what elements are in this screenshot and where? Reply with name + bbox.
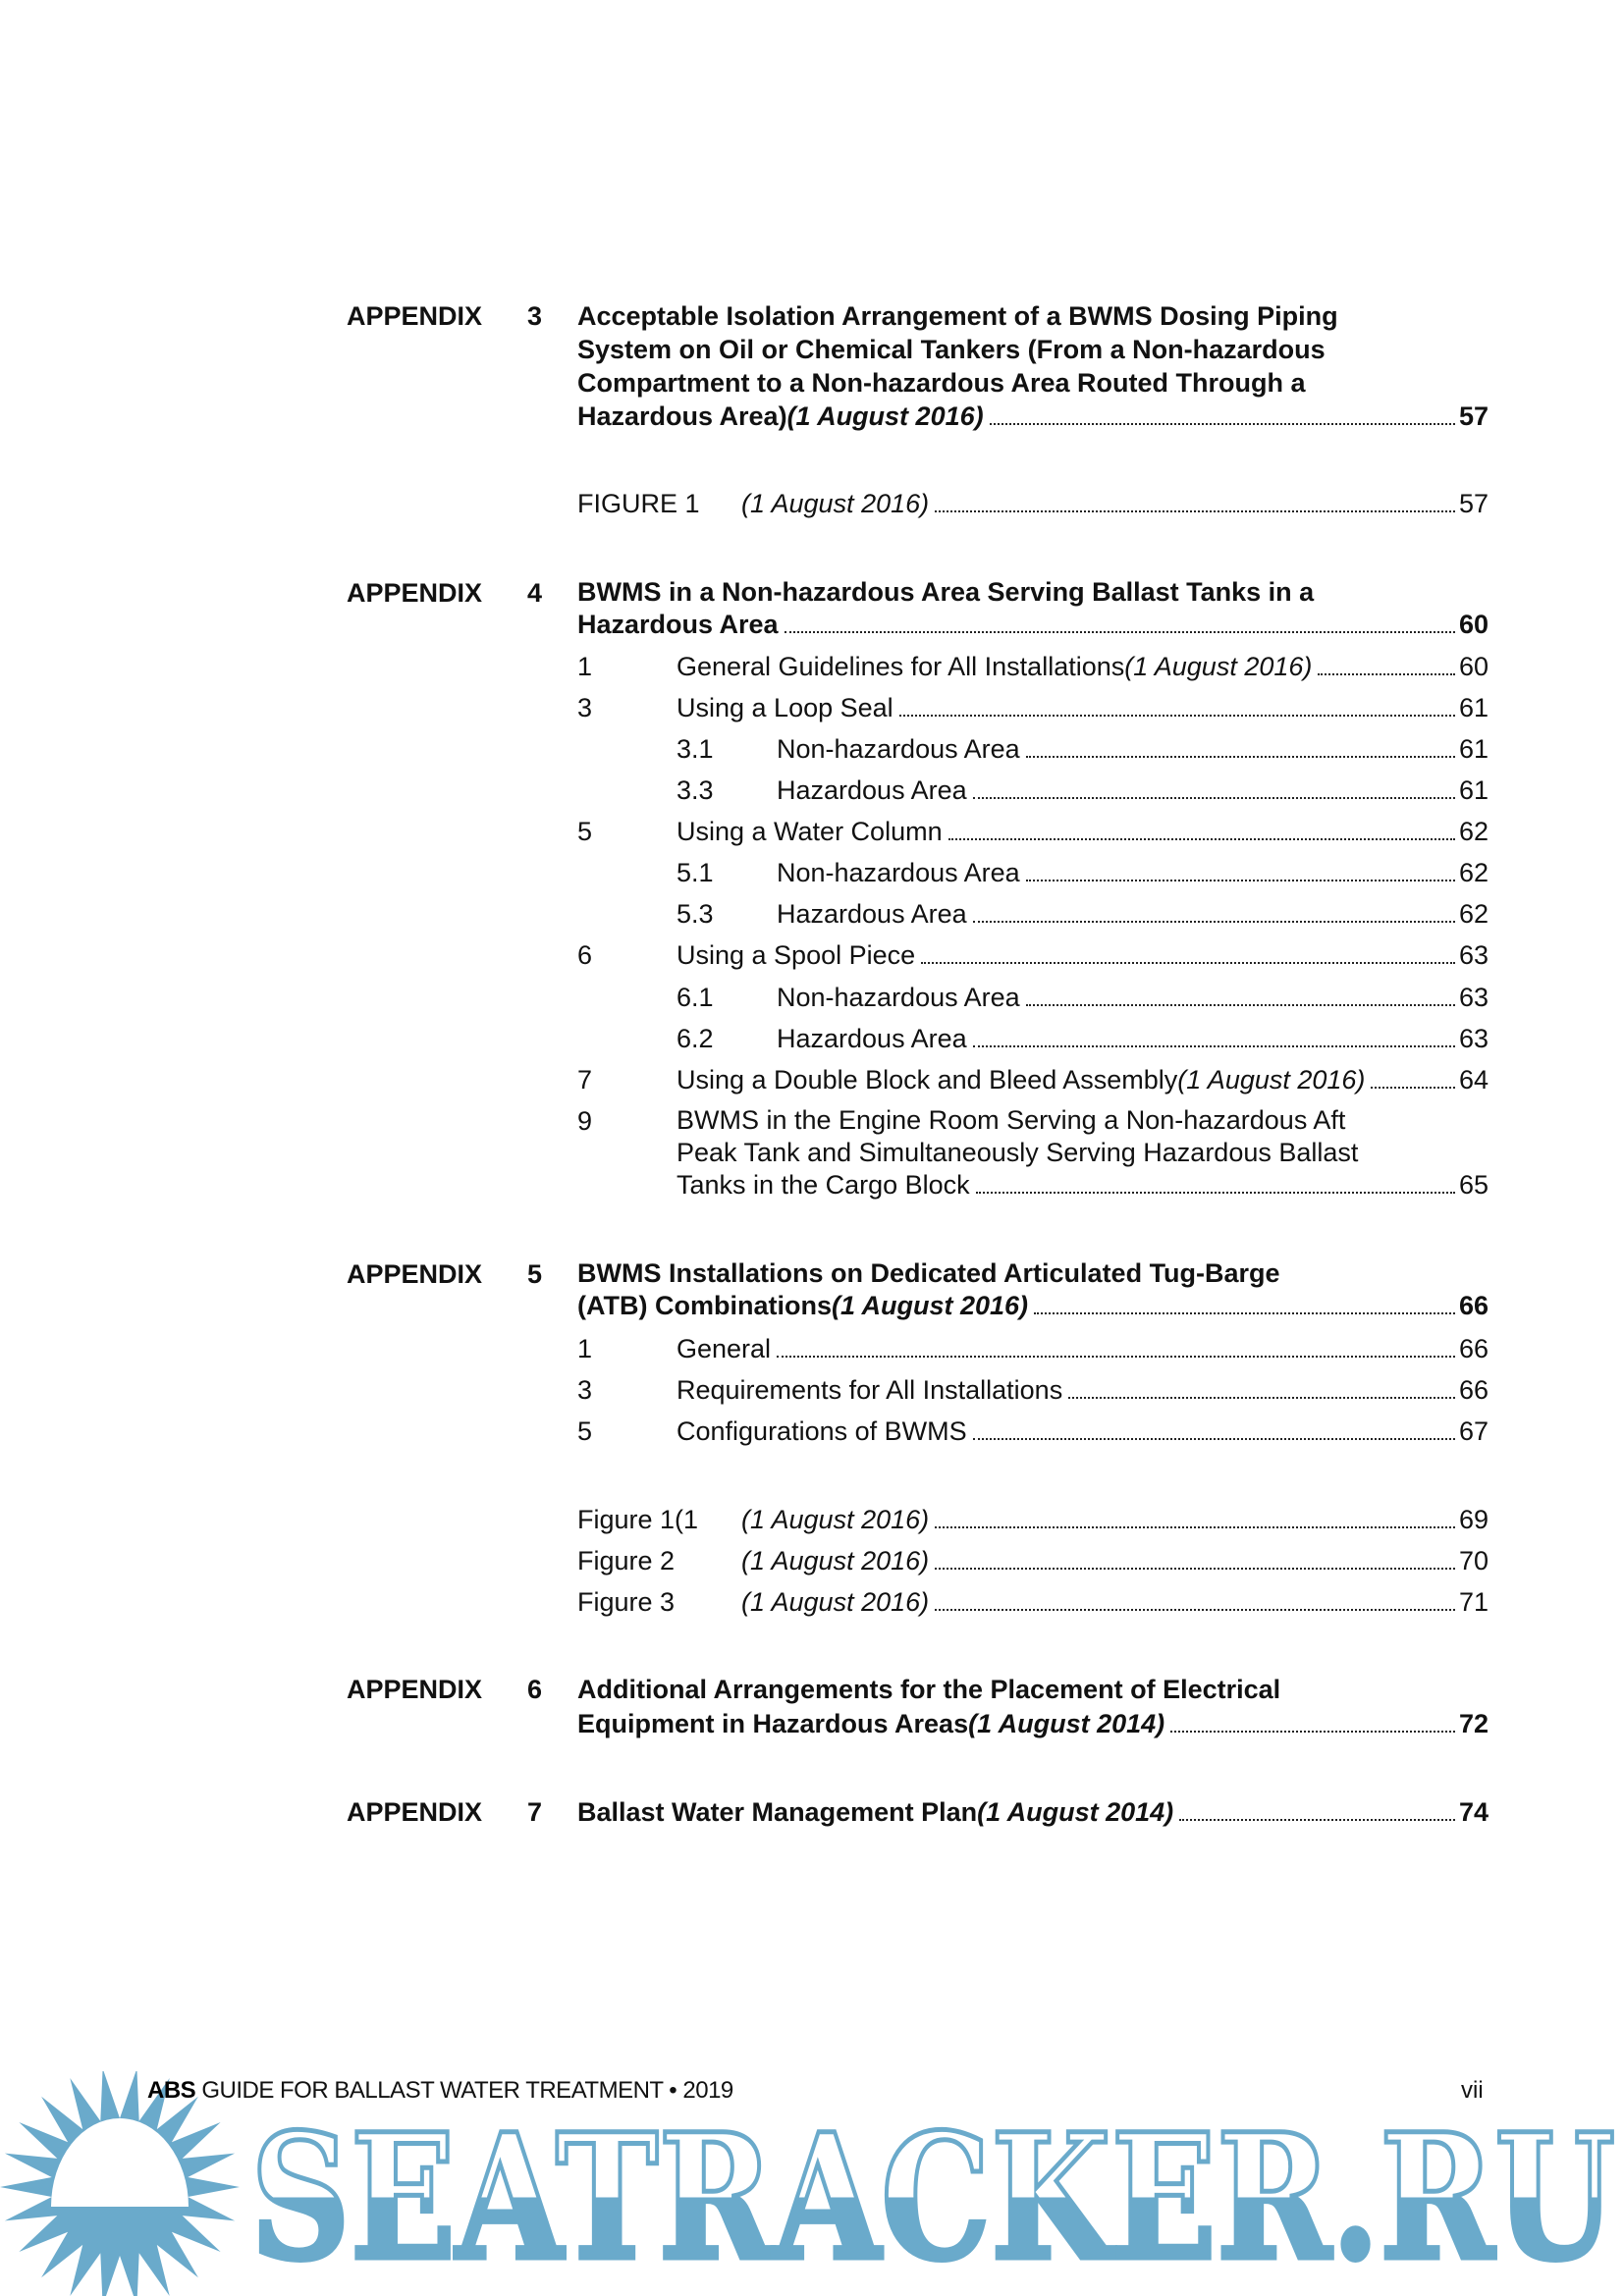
title-text: Equipment in Hazardous Areas	[577, 1709, 969, 1738]
page-number: 61	[1458, 734, 1489, 764]
page-number: 67	[1458, 1416, 1489, 1446]
page-number: 62	[1458, 899, 1489, 929]
title-text: Peak Tank and Simultaneously Serving Hazardous Ballast	[677, 1138, 1359, 1167]
dot-leader	[973, 921, 1455, 923]
appendix-number: 5	[527, 1259, 543, 1289]
dot-leader	[973, 1045, 1455, 1047]
section-number: 7	[577, 1065, 593, 1095]
entry-title	[677, 1332, 1489, 1365]
page-number: 63	[1458, 983, 1489, 1012]
page-number: 70	[1458, 1546, 1489, 1575]
seatracker-watermark	[0, 2071, 1624, 2296]
entry-title	[577, 576, 1489, 641]
dot-leader	[948, 838, 1455, 840]
dot-leader	[1170, 1731, 1455, 1733]
title-line	[777, 774, 1489, 807]
page-number: 61	[1458, 693, 1489, 722]
dot-leader	[935, 1526, 1455, 1528]
page-number: 69	[1458, 1505, 1489, 1534]
title-line	[677, 1332, 1489, 1365]
title-line	[677, 1415, 1489, 1448]
revision-date: (1 August 2016)	[741, 1546, 930, 1575]
page-number: 65	[1458, 1170, 1489, 1200]
subsection-number: 5.1	[677, 858, 714, 887]
title-line	[577, 1257, 1489, 1290]
entry-title	[677, 650, 1489, 683]
title-line	[577, 333, 1489, 366]
title-text: (ATB) Combinations	[577, 1291, 832, 1320]
footer-brand: ABS	[147, 2077, 196, 2104]
entry-title	[741, 487, 1489, 520]
entry-title	[577, 299, 1489, 433]
dot-leader	[1026, 880, 1455, 881]
appendix-label: APPENDIX	[347, 301, 483, 331]
title-text: Hazardous Area	[577, 610, 779, 639]
entry-title	[577, 1795, 1489, 1829]
title-line	[741, 487, 1489, 520]
page-number: 60	[1458, 652, 1489, 681]
title-line	[577, 299, 1489, 333]
entry-title	[677, 691, 1489, 724]
appendix-number: 3	[527, 301, 543, 331]
entry-title	[677, 1373, 1489, 1407]
page-number: 62	[1458, 858, 1489, 887]
dot-leader	[1026, 756, 1455, 758]
entry-title	[777, 981, 1489, 1014]
dot-leader	[973, 1438, 1455, 1440]
title-text: System on Oil or Chemical Tankers (From a Non-hazardous	[577, 335, 1326, 364]
title-text: Acceptable Isolation Arrangement of a BWMS Dosing Piping	[577, 301, 1338, 331]
entry-title	[741, 1503, 1489, 1536]
figure-label: Figure 2	[577, 1546, 676, 1575]
page-number: 72	[1458, 1709, 1489, 1738]
entry-title	[677, 1063, 1489, 1096]
entry-title	[677, 1104, 1489, 1201]
title-text: Hazardous Area	[777, 775, 967, 805]
title-line	[741, 1544, 1489, 1577]
appendix-number: 4	[527, 578, 543, 608]
entry-title	[777, 897, 1489, 931]
page-number: 66	[1458, 1375, 1489, 1405]
title-text: Tanks in the Cargo Block	[677, 1170, 970, 1200]
title-line	[677, 1373, 1489, 1407]
entry-title	[577, 1673, 1489, 1741]
revision-date: (1 August 2016)	[741, 489, 930, 518]
revision-date: (1 August 2014)	[968, 1709, 1165, 1738]
title-text: Ballast Water Management Plan	[577, 1797, 978, 1827]
title-text: Non-hazardous Area	[777, 983, 1020, 1012]
title-text: Non-hazardous Area	[777, 858, 1020, 887]
title-text: Configurations of BWMS	[677, 1416, 967, 1446]
subsection-number: 5.3	[677, 899, 714, 929]
page-number: 60	[1458, 610, 1489, 639]
dot-leader	[1068, 1397, 1455, 1399]
subsection-number: 3.1	[677, 734, 714, 764]
title-line	[777, 732, 1489, 766]
dot-leader	[935, 1609, 1455, 1611]
title-text: Using a Double Block and Bleed Assembly	[677, 1065, 1178, 1095]
footer-text: GUIDE FOR BALLAST WATER TREATMENT • 2019	[195, 2077, 733, 2104]
page-number: 74	[1458, 1797, 1489, 1827]
title-text: BWMS in a Non-hazardous Area Serving Ballast Tanks in a	[577, 577, 1315, 607]
title-line	[777, 856, 1489, 889]
title-line	[677, 1169, 1489, 1201]
dot-leader	[1179, 1819, 1455, 1821]
title-line	[677, 1104, 1489, 1137]
title-line	[777, 1022, 1489, 1055]
page-number: 64	[1458, 1065, 1489, 1095]
title-line	[741, 1585, 1489, 1619]
sun-logo-icon	[0, 2071, 240, 2296]
revision-date: (1 August 2016)	[741, 1587, 930, 1617]
page-number: 63	[1458, 1024, 1489, 1053]
title-line	[677, 1137, 1489, 1169]
entry-title	[777, 774, 1489, 807]
dot-leader	[1026, 1004, 1455, 1006]
subsection-number: 6.1	[677, 983, 714, 1012]
title-text: General Guidelines for All Installations	[677, 652, 1125, 681]
figure-label: FIGURE 1	[577, 489, 700, 518]
section-number: 6	[577, 940, 593, 970]
title-line	[577, 1673, 1489, 1707]
entry-title	[741, 1544, 1489, 1577]
appendix-number: 6	[527, 1675, 543, 1704]
page-number: 66	[1458, 1291, 1489, 1320]
title-line	[777, 981, 1489, 1014]
entry-title	[677, 1415, 1489, 1448]
title-text: Using a Spool Piece	[677, 940, 916, 970]
dot-leader	[777, 1356, 1455, 1358]
title-text: Hazardous Area)	[577, 401, 787, 431]
dot-leader	[935, 1568, 1455, 1570]
dot-leader	[1371, 1087, 1455, 1089]
title-text: Hazardous Area	[777, 1024, 967, 1053]
page-number: 57	[1458, 489, 1489, 518]
revision-date: (1 August 2016)	[1124, 652, 1313, 681]
section-number: 1	[577, 652, 593, 681]
section-number: 5	[577, 1416, 593, 1446]
title-line	[577, 576, 1489, 609]
title-text: Using a Loop Seal	[677, 693, 893, 722]
entry-title	[777, 732, 1489, 766]
section-number: 3	[577, 693, 593, 722]
title-line	[677, 691, 1489, 724]
revision-date: (1 August 2014)	[977, 1797, 1174, 1827]
dot-leader	[1034, 1312, 1455, 1314]
title-line	[577, 366, 1489, 400]
revision-date: (1 August 2016)	[1177, 1065, 1366, 1095]
section-number: 1	[577, 1334, 593, 1363]
dot-leader	[921, 962, 1455, 964]
subsection-number: 6.2	[677, 1024, 714, 1053]
title-text: Requirements for All Installations	[677, 1375, 1063, 1405]
appendix-label: APPENDIX	[347, 578, 483, 608]
title-text: Non-hazardous Area	[777, 734, 1020, 764]
title-line	[741, 1503, 1489, 1536]
entry-title	[777, 856, 1489, 889]
page-number: 63	[1458, 940, 1489, 970]
title-text: Compartment to a Non-hazardous Area Routed Through a	[577, 368, 1306, 398]
entry-title	[777, 1022, 1489, 1055]
title-line	[677, 650, 1489, 683]
appendix-label: APPENDIX	[347, 1259, 483, 1289]
appendix-number: 7	[527, 1797, 543, 1827]
page-number: vii	[1461, 2077, 1484, 2104]
page-number: 71	[1458, 1587, 1489, 1617]
title-text: General	[677, 1334, 772, 1363]
entry-title	[677, 938, 1489, 972]
dot-leader	[899, 715, 1455, 717]
title-line	[577, 609, 1489, 641]
entry-title	[677, 815, 1489, 848]
section-number: 5	[577, 817, 593, 846]
footer-title	[147, 2077, 733, 2105]
page-number: 57	[1458, 401, 1489, 431]
title-line	[577, 1707, 1489, 1741]
dot-leader	[990, 423, 1455, 425]
page-number: 61	[1458, 775, 1489, 805]
section-number: 9	[577, 1106, 593, 1136]
title-line	[677, 938, 1489, 972]
dot-leader	[935, 510, 1455, 512]
appendix-label: APPENDIX	[347, 1797, 483, 1827]
dot-leader	[785, 631, 1455, 633]
title-line	[677, 815, 1489, 848]
appendix-label: APPENDIX	[347, 1675, 483, 1704]
page-number: 62	[1458, 817, 1489, 846]
dot-leader	[973, 797, 1455, 799]
title-line	[777, 897, 1489, 931]
figure-label: Figure 1(1	[577, 1505, 699, 1534]
section-number: 3	[577, 1375, 593, 1405]
dot-leader	[1318, 673, 1455, 675]
title-line	[677, 1063, 1489, 1096]
title-text: Using a Water Column	[677, 817, 943, 846]
revision-date: (1 August 2016)	[831, 1291, 1029, 1320]
revision-date: (1 August 2016)	[741, 1505, 930, 1534]
dot-leader	[976, 1192, 1455, 1194]
title-line	[577, 400, 1489, 433]
revision-date: (1 August 2016)	[786, 401, 984, 431]
page-number: 66	[1458, 1334, 1489, 1363]
title-text: Hazardous Area	[777, 899, 967, 929]
title-line	[577, 1290, 1489, 1322]
title-text: Additional Arrangements for the Placement of Electrical	[577, 1675, 1281, 1704]
title-text: BWMS in the Engine Room Serving a Non-hazardous Aft	[677, 1105, 1346, 1135]
watermark-text: SEATRACKER.RU	[250, 2096, 1615, 2296]
title-text: BWMS Installations on Dedicated Articulated Tug-Barge	[577, 1258, 1280, 1288]
subsection-number: 3.3	[677, 775, 714, 805]
figure-label: Figure 3	[577, 1587, 676, 1617]
entry-title	[741, 1585, 1489, 1619]
title-line	[577, 1795, 1489, 1829]
entry-title	[577, 1257, 1489, 1322]
